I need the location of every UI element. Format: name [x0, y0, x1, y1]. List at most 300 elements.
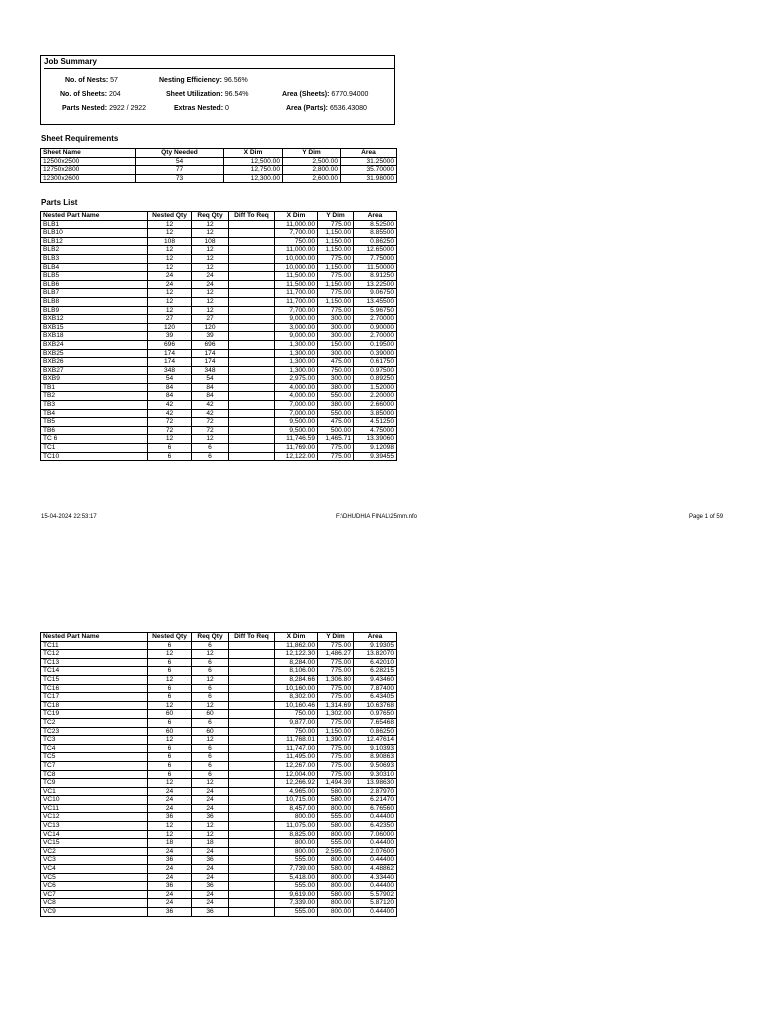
table-cell: 555.00	[275, 856, 318, 865]
table-cell: TB6	[41, 426, 148, 435]
area-sheets-field	[282, 90, 368, 99]
table-row	[41, 392, 397, 401]
table-row	[41, 865, 397, 874]
table-cell: 1,300.00	[275, 340, 318, 349]
table-cell: 380.00	[318, 401, 354, 410]
table-cell: 24	[148, 873, 192, 882]
table-cell: 12,122.00	[275, 452, 318, 461]
table-cell: 6	[192, 641, 229, 650]
table-cell: 11,700.00	[275, 289, 318, 298]
table-cell: 8,302.00	[275, 693, 318, 702]
table-cell: 24	[192, 280, 229, 289]
table-cell: 580.00	[318, 796, 354, 805]
table-cell	[229, 822, 275, 831]
table-cell: 0.97650	[354, 710, 397, 719]
table-cell: TC16	[41, 684, 148, 693]
footer-page-number: Page 1 of 59	[689, 514, 724, 520]
table-cell: 60	[192, 710, 229, 719]
sheet-requirements-table	[40, 148, 397, 183]
table-cell: 6	[148, 641, 192, 650]
table-cell: TC15	[41, 675, 148, 684]
nests-label: No. of Nests:	[65, 77, 109, 84]
table-cell: 12300x2600	[41, 174, 136, 183]
table-cell: 6	[192, 761, 229, 770]
sheets-value: 204	[109, 91, 121, 98]
table-cell: 800.00	[275, 847, 318, 856]
table-cell	[229, 254, 275, 263]
table-cell: 6	[192, 753, 229, 762]
table-row	[41, 332, 397, 341]
table-cell: 24	[148, 847, 192, 856]
table-row	[41, 349, 397, 358]
table-cell: 7.06000	[354, 830, 397, 839]
table-cell	[229, 873, 275, 882]
table-header-row	[41, 149, 397, 158]
table-row	[41, 908, 397, 917]
utilization-field	[166, 90, 248, 99]
sheet-requirements-title: Sheet Requirements	[41, 134, 119, 143]
table-row	[41, 736, 397, 745]
table-cell: 0.39000	[354, 349, 397, 358]
table-cell: 6	[148, 770, 192, 779]
table-cell: 6	[148, 761, 192, 770]
column-header: Nested Qty	[148, 212, 192, 221]
table-cell: 6	[148, 667, 192, 676]
table-cell: 6	[148, 684, 192, 693]
table-cell: 5.87120	[354, 899, 397, 908]
table-cell: 775.00	[318, 744, 354, 753]
table-row	[41, 452, 397, 461]
table-cell: 12	[148, 229, 192, 238]
table-cell	[229, 847, 275, 856]
table-cell: 800.00	[275, 813, 318, 822]
table-row	[41, 306, 397, 315]
table-cell: 0.89250	[354, 375, 397, 384]
table-cell: 6	[192, 744, 229, 753]
table-cell: BLB5	[41, 272, 148, 281]
column-header: Diff To Req	[229, 633, 275, 642]
table-cell: 24	[148, 787, 192, 796]
table-cell: 750.00	[275, 710, 318, 719]
table-cell: 6.42350	[354, 822, 397, 831]
table-row	[41, 263, 397, 272]
table-cell: 4.33440	[354, 873, 397, 882]
table-cell: 12	[192, 254, 229, 263]
table-cell: 550.00	[318, 409, 354, 418]
table-cell: 11,747.00	[275, 744, 318, 753]
table-cell: 300.00	[318, 349, 354, 358]
table-cell: 11,700.00	[275, 297, 318, 306]
table-cell: 775.00	[318, 306, 354, 315]
table-cell: 12,266.92	[275, 779, 318, 788]
table-cell: 6	[192, 770, 229, 779]
table-row	[41, 710, 397, 719]
table-cell: 9,877.00	[275, 718, 318, 727]
table-row	[41, 418, 397, 427]
table-cell: 7,000.00	[275, 409, 318, 418]
table-cell: 36	[192, 908, 229, 917]
table-cell: 42	[148, 401, 192, 410]
table-cell: 54	[148, 375, 192, 384]
table-cell: 0.97500	[354, 366, 397, 375]
table-cell: 36	[192, 882, 229, 891]
table-cell	[229, 272, 275, 281]
table-cell	[229, 804, 275, 813]
column-header: Nested Part Name	[41, 633, 148, 642]
table-cell: TC10	[41, 452, 148, 461]
table-row	[41, 358, 397, 367]
table-cell: 6.42010	[354, 658, 397, 667]
table-cell: 72	[148, 426, 192, 435]
table-cell: 5.96750	[354, 306, 397, 315]
table-cell: 9.30310	[354, 770, 397, 779]
table-cell: 12	[192, 297, 229, 306]
table-cell: VC14	[41, 830, 148, 839]
table-cell: BXB25	[41, 349, 148, 358]
table-cell	[229, 229, 275, 238]
table-cell: TB2	[41, 392, 148, 401]
table-cell: 9.12098	[354, 444, 397, 453]
table-cell: 24	[192, 847, 229, 856]
parts-nested-label: Parts Nested:	[62, 105, 108, 112]
footer-filepath: F:\DHUDHIA FINAL\25mm.nfo	[336, 514, 418, 520]
table-cell: 8,457.00	[275, 804, 318, 813]
table-cell: TB4	[41, 409, 148, 418]
table-cell	[229, 727, 275, 736]
table-row	[41, 675, 397, 684]
table-cell: 775.00	[318, 770, 354, 779]
table-row	[41, 882, 397, 891]
table-cell: 4.75000	[354, 426, 397, 435]
table-cell: 10,160.00	[275, 684, 318, 693]
table-cell: 6	[148, 744, 192, 753]
table-cell: 2,975.00	[275, 375, 318, 384]
table-cell: 9.39455	[354, 452, 397, 461]
table-cell: TC3	[41, 736, 148, 745]
table-cell: 6.21470	[354, 796, 397, 805]
table-cell: 174	[148, 349, 192, 358]
table-cell	[229, 658, 275, 667]
table-cell: 39	[148, 332, 192, 341]
table-cell: 12	[148, 701, 192, 710]
table-cell: 696	[148, 340, 192, 349]
table-cell: 1,300.00	[275, 366, 318, 375]
table-cell: 8,106.00	[275, 667, 318, 676]
table-cell: 12	[148, 435, 192, 444]
table-cell: 0.44400	[354, 813, 397, 822]
table-cell: 0.44400	[354, 856, 397, 865]
table-cell: 1,390.07	[318, 736, 354, 745]
table-cell: 6.43405	[354, 693, 397, 702]
table-cell: BXB27	[41, 366, 148, 375]
table-row	[41, 847, 397, 856]
column-header: Area	[354, 212, 397, 221]
table-cell: BXB26	[41, 358, 148, 367]
table-cell: 0.90000	[354, 323, 397, 332]
table-cell: TC2	[41, 718, 148, 727]
table-cell	[229, 349, 275, 358]
table-cell: VC11	[41, 804, 148, 813]
table-cell: 12	[192, 779, 229, 788]
extras-value: 0	[224, 105, 229, 112]
table-cell: 6	[192, 667, 229, 676]
table-cell	[229, 220, 275, 229]
table-cell	[229, 409, 275, 418]
table-cell: 2.70000	[354, 315, 397, 324]
table-cell: TC14	[41, 667, 148, 676]
table-row	[41, 890, 397, 899]
table-cell: 84	[192, 383, 229, 392]
table-cell: 12,004.00	[275, 770, 318, 779]
table-cell	[229, 813, 275, 822]
table-cell	[229, 796, 275, 805]
table-cell: VC3	[41, 856, 148, 865]
table-cell	[229, 710, 275, 719]
table-cell: 775.00	[318, 761, 354, 770]
table-cell: 6	[192, 444, 229, 453]
table-cell: 12	[148, 650, 192, 659]
table-row	[41, 856, 397, 865]
table-cell	[229, 899, 275, 908]
table-row	[41, 229, 397, 238]
table-row	[41, 237, 397, 246]
table-cell: 12	[148, 306, 192, 315]
table-cell: 6	[148, 444, 192, 453]
table-cell: 18	[192, 839, 229, 848]
table-cell: 11,862.00	[275, 641, 318, 650]
table-cell	[229, 856, 275, 865]
column-header: X Dim	[224, 149, 283, 158]
table-cell: 24	[192, 804, 229, 813]
table-cell: 750.00	[275, 727, 318, 736]
area-sheets-value: 6770.94000	[331, 91, 369, 98]
table-cell: 0.19500	[354, 340, 397, 349]
table-cell: 54	[192, 375, 229, 384]
table-cell: TC 6	[41, 435, 148, 444]
parts-nested-field	[62, 104, 146, 113]
table-cell	[229, 667, 275, 676]
table-cell: 8,284.66	[275, 675, 318, 684]
table-row	[41, 174, 397, 183]
table-row	[41, 667, 397, 676]
table-cell	[229, 315, 275, 324]
table-cell: 12	[192, 675, 229, 684]
table-cell	[229, 237, 275, 246]
table-cell: 73	[136, 174, 224, 183]
table-cell: 7,000.00	[275, 401, 318, 410]
table-row	[41, 366, 397, 375]
parts-list-table-page2	[40, 632, 397, 917]
table-cell: 24	[148, 272, 192, 281]
table-cell: 9.10393	[354, 744, 397, 753]
table-cell: 9.06750	[354, 289, 397, 298]
table-cell: BLB8	[41, 297, 148, 306]
table-cell: 9.19305	[354, 641, 397, 650]
table-cell: 1,465.71	[318, 435, 354, 444]
table-cell: 2.87970	[354, 787, 397, 796]
table-cell: BLB7	[41, 289, 148, 298]
table-cell: 36	[148, 908, 192, 917]
table-cell	[229, 435, 275, 444]
table-cell: 12	[192, 701, 229, 710]
table-cell: 42	[192, 401, 229, 410]
table-cell: 1,486.27	[318, 650, 354, 659]
table-cell	[229, 366, 275, 375]
table-cell: 36	[148, 882, 192, 891]
column-header: Sheet Name	[41, 149, 136, 158]
column-header: Area	[341, 149, 397, 158]
table-cell: 24	[148, 899, 192, 908]
table-row	[41, 804, 397, 813]
table-cell: 12,750.00	[224, 166, 283, 175]
table-row	[41, 899, 397, 908]
table-cell: 24	[192, 865, 229, 874]
table-cell: 6	[192, 718, 229, 727]
table-cell	[229, 280, 275, 289]
table-cell: 775.00	[318, 452, 354, 461]
table-cell: 10.63768	[354, 701, 397, 710]
table-cell: 10,160.46	[275, 701, 318, 710]
table-cell: 3,000.00	[275, 323, 318, 332]
efficiency-field	[159, 76, 248, 85]
table-cell: 2,800.00	[283, 166, 341, 175]
table-cell	[229, 753, 275, 762]
table-cell: 42	[148, 409, 192, 418]
table-cell: VC15	[41, 839, 148, 848]
table-cell: 4.51250	[354, 418, 397, 427]
table-cell	[229, 779, 275, 788]
table-cell: 31.25000	[341, 157, 397, 166]
table-cell: 12,300.00	[224, 174, 283, 183]
table-row	[41, 383, 397, 392]
table-cell: 800.00	[318, 856, 354, 865]
table-cell	[229, 736, 275, 745]
table-cell: 7,700.00	[275, 306, 318, 315]
table-cell: 12	[192, 220, 229, 229]
table-cell: 380.00	[318, 383, 354, 392]
table-cell: VC13	[41, 822, 148, 831]
table-cell: 555.00	[318, 839, 354, 848]
table-cell: VC8	[41, 899, 148, 908]
table-cell: 12	[148, 675, 192, 684]
table-cell: 84	[148, 383, 192, 392]
table-cell: 8,825.00	[275, 830, 318, 839]
table-cell: VC12	[41, 813, 148, 822]
table-cell: 24	[148, 890, 192, 899]
table-cell: 580.00	[318, 787, 354, 796]
table-cell: 24	[192, 890, 229, 899]
table-cell: 11,746.59	[275, 435, 318, 444]
table-cell: BLB3	[41, 254, 148, 263]
extras-field	[174, 104, 229, 113]
table-cell: 54	[136, 157, 224, 166]
table-cell: 6	[148, 718, 192, 727]
table-row	[41, 444, 397, 453]
table-cell: 775.00	[318, 289, 354, 298]
table-cell: 12,500.00	[224, 157, 283, 166]
table-cell: VC9	[41, 908, 148, 917]
sheets-field	[60, 90, 121, 99]
table-cell: 7,339.00	[275, 899, 318, 908]
table-cell: 12	[192, 830, 229, 839]
table-cell	[229, 383, 275, 392]
table-cell: 27	[192, 315, 229, 324]
job-summary-box	[40, 55, 395, 125]
table-row	[41, 280, 397, 289]
table-cell: 348	[148, 366, 192, 375]
table-row	[41, 426, 397, 435]
table-cell: 800.00	[275, 839, 318, 848]
table-cell: 4,965.00	[275, 787, 318, 796]
table-cell: 72	[192, 418, 229, 427]
table-cell: BXB24	[41, 340, 148, 349]
table-cell: 775.00	[318, 684, 354, 693]
table-cell	[229, 675, 275, 684]
table-cell	[229, 306, 275, 315]
table-cell: 12	[148, 254, 192, 263]
table-cell: 0.44400	[354, 908, 397, 917]
footer-datetime: 15-04-2024 22:53:17	[41, 514, 97, 520]
parts-list-title: Parts List	[41, 198, 78, 207]
table-cell: TC5	[41, 753, 148, 762]
table-cell	[229, 693, 275, 702]
table-row	[41, 770, 397, 779]
table-cell: TC7	[41, 761, 148, 770]
table-cell: 4,000.00	[275, 392, 318, 401]
area-sheets-label: Area (Sheets):	[282, 91, 330, 98]
column-header: Nested Part Name	[41, 212, 148, 221]
table-row	[41, 157, 397, 166]
table-cell: 12.47614	[354, 736, 397, 745]
table-cell: 12500x2500	[41, 157, 136, 166]
table-cell: 800.00	[318, 830, 354, 839]
table-cell: 72	[192, 426, 229, 435]
table-cell: 800.00	[318, 899, 354, 908]
table-cell: 1,302.00	[318, 710, 354, 719]
column-header: Diff To Req	[229, 212, 275, 221]
table-cell: 174	[148, 358, 192, 367]
table-cell: 12	[192, 263, 229, 272]
table-cell	[229, 332, 275, 341]
table-cell: 5.57902	[354, 890, 397, 899]
table-row	[41, 761, 397, 770]
table-cell: TC19	[41, 710, 148, 719]
table-cell: 8.52500	[354, 220, 397, 229]
table-cell: VC1	[41, 787, 148, 796]
table-row	[41, 753, 397, 762]
table-cell: 12,122.30	[275, 650, 318, 659]
table-cell: BLB1	[41, 220, 148, 229]
table-cell: 12	[192, 289, 229, 298]
utilization-label: Sheet Utilization:	[166, 91, 223, 98]
table-row	[41, 401, 397, 410]
table-cell: 1,150.00	[318, 263, 354, 272]
table-cell: 72	[148, 418, 192, 427]
table-cell: 12,267.00	[275, 761, 318, 770]
table-cell: 108	[192, 237, 229, 246]
table-cell: 7.65468	[354, 718, 397, 727]
table-cell	[229, 865, 275, 874]
table-cell: 300.00	[318, 375, 354, 384]
job-summary-title: Job Summary	[44, 56, 394, 69]
table-cell: 1,300.00	[275, 358, 318, 367]
table-cell: 10,000.00	[275, 254, 318, 263]
efficiency-label: Nesting Efficiency:	[159, 77, 223, 84]
table-cell: 18	[148, 839, 192, 848]
table-cell: 7.87400	[354, 684, 397, 693]
table-cell: 0.44400	[354, 882, 397, 891]
table-cell: 12	[148, 736, 192, 745]
